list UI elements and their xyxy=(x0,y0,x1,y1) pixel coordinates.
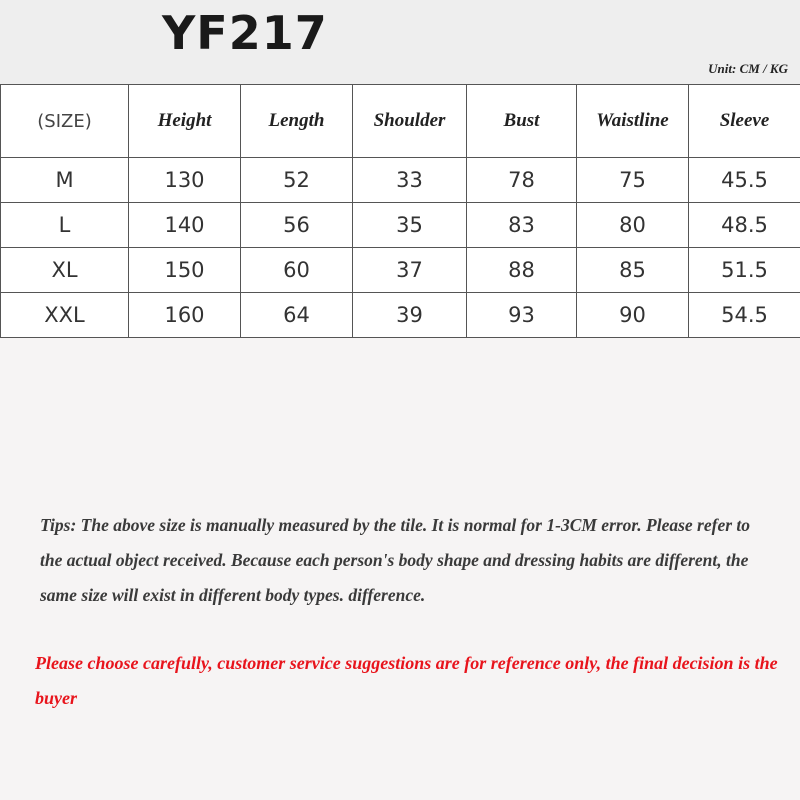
table-row xyxy=(1,203,800,248)
table-cell: 93 xyxy=(467,293,577,338)
table-cell: 35 xyxy=(353,203,467,248)
table-cell: XL xyxy=(1,248,129,293)
table-cell: 48.5 xyxy=(689,203,800,248)
table-cell: 37 xyxy=(353,248,467,293)
table-cell: 85 xyxy=(577,248,689,293)
table-header-row xyxy=(1,85,800,158)
table-cell: M xyxy=(1,158,129,203)
table-cell: 33 xyxy=(353,158,467,203)
table-cell: XXL xyxy=(1,293,129,338)
column-header-sleeve: Sleeve xyxy=(689,85,800,158)
column-header-waistline: Waistline xyxy=(577,85,689,158)
table-cell: 60 xyxy=(241,248,353,293)
table-cell: 160 xyxy=(129,293,241,338)
table-cell: 130 xyxy=(129,158,241,203)
measurement-tips-text: Tips: The above size is manually measured by the tile. It is normal for 1-3CM error. Please refer to the actual object received. Because each person's body shape and dressing habits are different, the same size will exist in different body types. difference. xyxy=(40,515,751,605)
table-cell: 75 xyxy=(577,158,689,203)
column-header-size: (SIZE) xyxy=(1,85,129,158)
table-row xyxy=(1,248,800,293)
table-cell: 88 xyxy=(467,248,577,293)
table-row xyxy=(1,158,800,203)
table-cell: 64 xyxy=(241,293,353,338)
table-cell: 140 xyxy=(129,203,241,248)
warning-notice-text: Please choose carefully, customer service suggestions are for reference only, the final decision is the buyer xyxy=(35,653,778,708)
table-cell: 56 xyxy=(241,203,353,248)
header-bar xyxy=(0,0,800,84)
table-cell: 83 xyxy=(467,203,577,248)
table-cell: 52 xyxy=(241,158,353,203)
size-chart-table xyxy=(0,84,800,338)
unit-label: Unit: CM / KG xyxy=(708,61,788,76)
table-cell: 78 xyxy=(467,158,577,203)
table-cell: 54.5 xyxy=(689,293,800,338)
table-cell: L xyxy=(1,203,129,248)
table-cell: 90 xyxy=(577,293,689,338)
table-row xyxy=(1,293,800,338)
table-cell: 39 xyxy=(353,293,467,338)
column-header-height: Height xyxy=(129,85,241,158)
column-header-bust: Bust xyxy=(467,85,577,158)
column-header-shoulder: Shoulder xyxy=(353,85,467,158)
table-cell: 51.5 xyxy=(689,248,800,293)
table-cell: 80 xyxy=(577,203,689,248)
table-cell: 150 xyxy=(129,248,241,293)
table-cell: 45.5 xyxy=(689,158,800,203)
product-code-title: YF217 xyxy=(162,6,328,60)
column-header-length: Length xyxy=(241,85,353,158)
